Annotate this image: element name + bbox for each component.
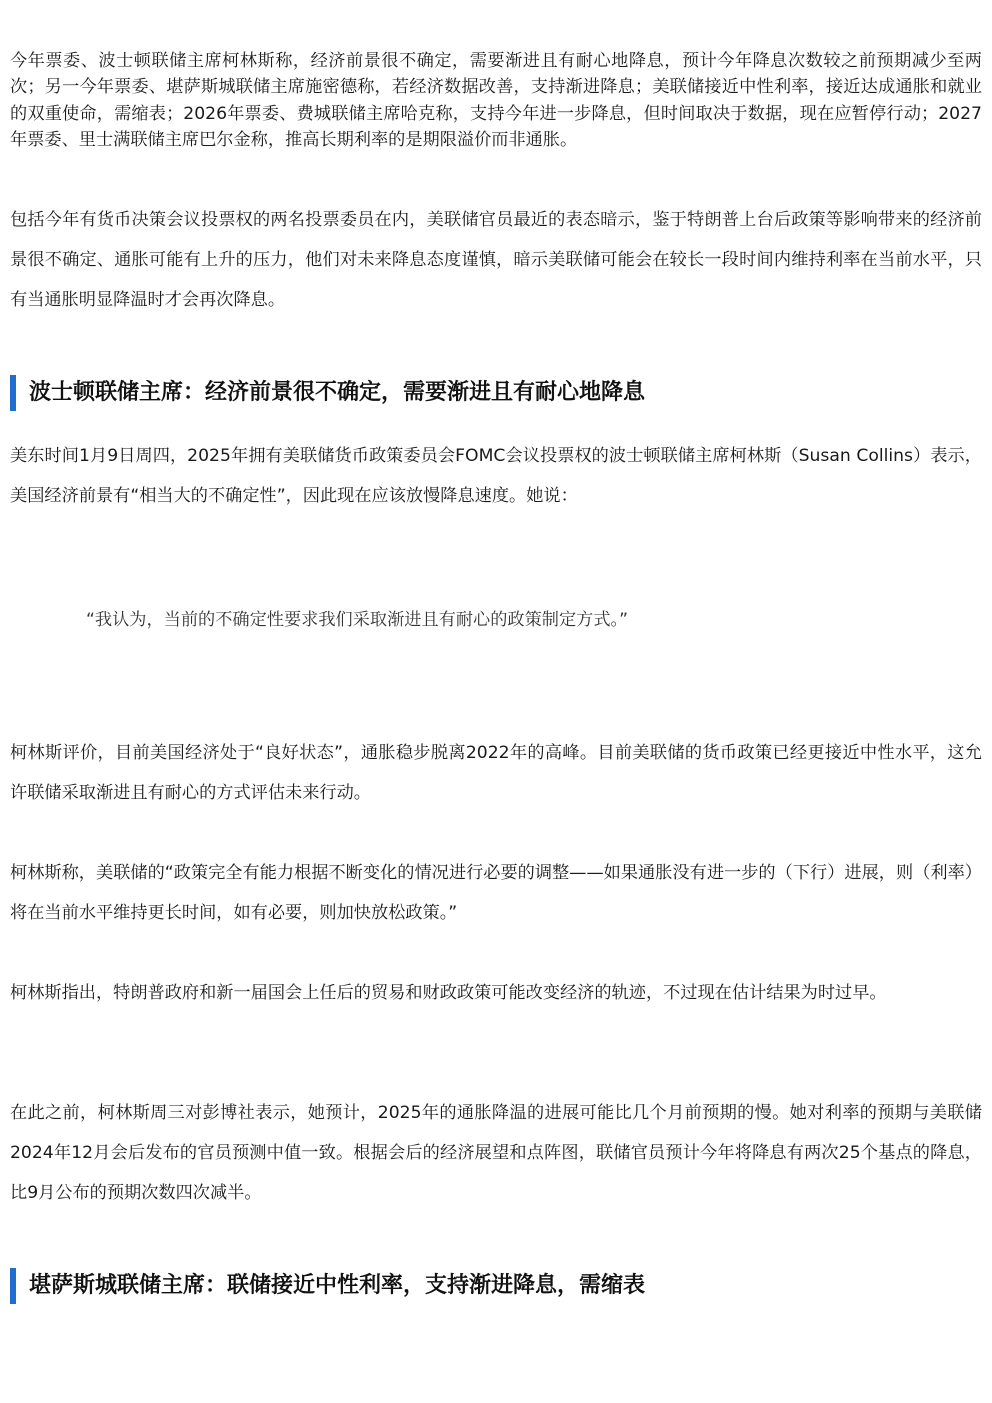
heading-accent-bar (10, 1268, 16, 1304)
body-paragraph: 在此之前，柯林斯周三对彭博社表示，她预计，2025年的通胀降温的进展可能比几个月前预期的慢。她对利率的预期与美联储2024年12月会后发布的官员预测中值一致。根据会后的经济展望和点阵图，联储官员预计今年将降息有两次25个基点的降息，比9月公布的预期次数四次减半。 (10, 1103, 982, 1203)
section-heading-text: 堪萨斯城联储主席：联储接近中性利率，支持渐进降息，需缩表 (29, 1273, 646, 1298)
summary-paragraph: 包括今年有货币决策会议投票权的两名投票委员在内，美联储官员最近的表态暗示，鉴于特朗普上台后政策等影响带来的经济前景很不确定、通胀可能有上升的压力，他们对未来降息态度谨慎，暗示美联储可能会在较长一段时间内维持利率在当前水平，只有当通胀明显降温时才会再次降息。 (10, 210, 982, 310)
section-heading-kansas-city-fed (10, 1268, 982, 1304)
body-paragraph: 柯林斯评价，目前美国经济处于“良好状态”，通胀稳步脱离2022年的高峰。目前美联储的货币政策已经更接近中性水平，这允许联储采取渐进且有耐心的方式评估未来行动。 (10, 743, 982, 803)
heading-accent-bar (10, 375, 16, 411)
section-heading-text: 波士顿联储主席：经济前景很不确定，需要渐进且有耐心地降息 (29, 380, 646, 405)
body-paragraph: 美东时间1月9日周四，2025年拥有美联储货币政策委员会FOMC会议投票权的波士顿联储主席柯林斯（Susan Collins）表示，美国经济前景有“相当大的不确定性”，因此现在应该放慢降息速度。她说： (10, 446, 982, 506)
block-quote: “我认为，当前的不确定性要求我们采取渐进且有耐心的政策制定方式。” (86, 610, 629, 630)
intro-paragraph: 今年票委、波士顿联储主席柯林斯称，经济前景很不确定，需要渐进且有耐心地降息，预计今年降息次数较之前预期减少至两次；另一今年票委、堪萨斯城联储主席施密德称，若经济数据改善，支持渐进降息；美联储接近中性利率，接近达成通胀和就业的双重使命，需缩表；2026年票委、费城联储主席哈克称，支持今年进一步降息，但时间取决于数据，现在应暂停行动；2027年票委、里士满联储主席巴尔金称，推高长期利率的是期限溢价而非通胀。 (10, 51, 982, 151)
body-paragraph: 柯林斯指出，特朗普政府和新一届国会上任后的贸易和财政政策可能改变经济的轨迹，不过现在估计结果为时过早。 (10, 983, 887, 1003)
section-heading-boston-fed (10, 375, 982, 411)
body-paragraph: 柯林斯称，美联储的“政策完全有能力根据不断变化的情况进行必要的调整——如果通胀没有进一步的（下行）进展，则（利率）将在当前水平维持更长时间，如有必要，则加快放松政策。” (10, 863, 982, 923)
